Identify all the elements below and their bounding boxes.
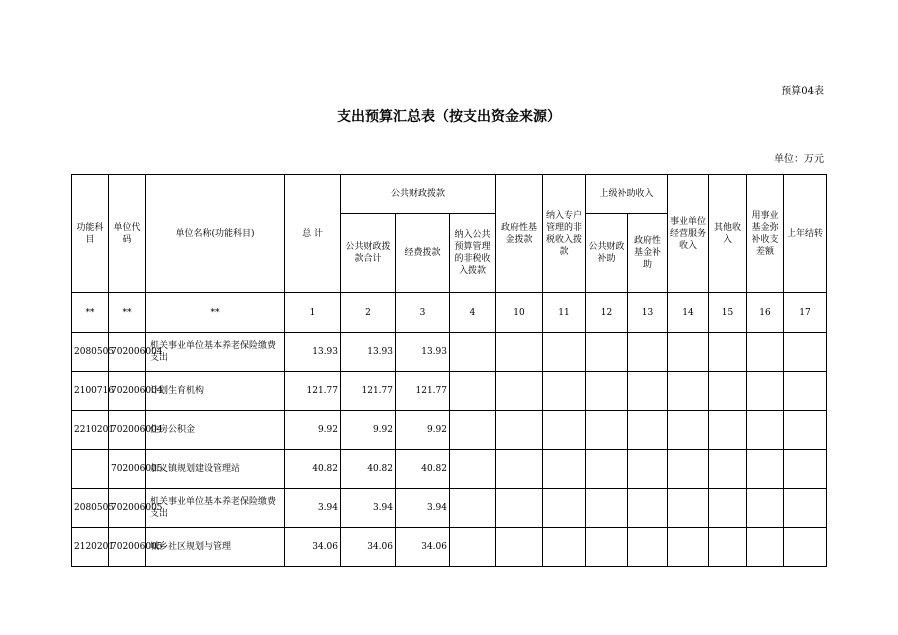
ops-cell: 121.77 [396,372,450,411]
header-carryover: 上年结转 [784,175,827,293]
pf-total-cell: 3.94 [341,489,396,528]
col-number: 1 [285,293,341,333]
table-row [72,411,827,450]
col-number: 17 [784,293,827,333]
header-public-fiscal-total: 公共财政拨款合计 [341,214,396,293]
unit-code-cell: 702006004 [109,411,146,450]
page-title: 支出预算汇总表（按支出资金来源） [337,109,561,125]
header-budget-managed: 纳入公共预算管理的非税收入拨款 [450,214,496,293]
table-row [72,333,827,372]
ops-cell: 34.06 [396,528,450,567]
ops-cell: 40.82 [396,450,450,489]
header-fund-balance: 用事业基金弥补收支差额 [747,175,784,293]
func-code-cell [72,450,109,489]
header-upper-subsidy: 上级补助收入 [586,175,668,214]
unit-code-cell: 702006005 [109,528,146,567]
header-public-fiscal: 公共财政拨款 [341,175,496,214]
unit-name-cell: 计划生育机构 [146,372,285,411]
col-number: 4 [450,293,496,333]
pf-total-cell: 13.93 [341,333,396,372]
header-upper-fund-subsidy: 政府性基金补助 [628,214,668,293]
func-code-cell: 2100716 [72,372,109,411]
unit-name-cell: 城乡社区规划与管理 [146,528,285,567]
col-number: 12 [586,293,628,333]
unit-name-cell: 加义镇规划建设管理站 [146,450,285,489]
col-number: 15 [709,293,747,333]
unit-name-cell: 机关事业单位基本养老保险缴费支出 [146,489,285,528]
unit-label: 单位：万元 [774,154,824,165]
header-total: 总 计 [285,175,341,293]
budget-table [71,174,827,567]
col-number: ** [109,293,146,333]
total-cell: 9.92 [285,411,341,450]
form-code: 预算04表 [781,86,824,97]
ops-cell: 3.94 [396,489,450,528]
func-code-cell: 2120201 [72,528,109,567]
col-number: 13 [628,293,668,333]
header-gov-fund: 政府性基金拨款 [496,175,543,293]
col-number: 10 [496,293,543,333]
col-number: 14 [668,293,709,333]
unit-code-cell: 702006005 [109,450,146,489]
total-cell: 40.82 [285,450,341,489]
header-func-code: 功能科目 [72,175,109,293]
ops-cell: 13.93 [396,333,450,372]
col-number: 16 [747,293,784,333]
func-code-cell: 2080505 [72,489,109,528]
func-code-cell: 2080505 [72,333,109,372]
header-upper-public-subsidy: 公共财政补助 [586,214,628,293]
pf-total-cell: 9.92 [341,411,396,450]
table-row [72,528,827,567]
total-cell: 13.93 [285,333,341,372]
header-special-nontax: 纳入专户管理的非税收入拨款 [543,175,586,293]
col-number: 3 [396,293,450,333]
func-code-cell: 2210201 [72,411,109,450]
col-number: ** [146,293,285,333]
header-operating-funds: 经费拨款 [396,214,450,293]
header-unit-code: 单位代码 [109,175,146,293]
table-row [72,450,827,489]
header-unit-name: 单位名称(功能科目) [146,175,285,293]
header-other-income: 其他收入 [709,175,747,293]
col-number: 2 [341,293,396,333]
total-cell: 121.77 [285,372,341,411]
total-cell: 34.06 [285,528,341,567]
total-cell: 3.94 [285,489,341,528]
header-business-income: 事业单位经营服务收入 [668,175,709,293]
unit-name-cell: 机关事业单位基本养老保险缴费支出 [146,333,285,372]
pf-total-cell: 121.77 [341,372,396,411]
pf-total-cell: 34.06 [341,528,396,567]
col-number: 11 [543,293,586,333]
unit-code-cell: 702006004 [109,333,146,372]
col-number: ** [72,293,109,333]
table-row [72,489,827,528]
pf-total-cell: 40.82 [341,450,396,489]
unit-code-cell: 702006004 [109,372,146,411]
unit-code-cell: 702006005 [109,489,146,528]
table-row [72,372,827,411]
unit-name-cell: 住房公积金 [146,411,285,450]
ops-cell: 9.92 [396,411,450,450]
